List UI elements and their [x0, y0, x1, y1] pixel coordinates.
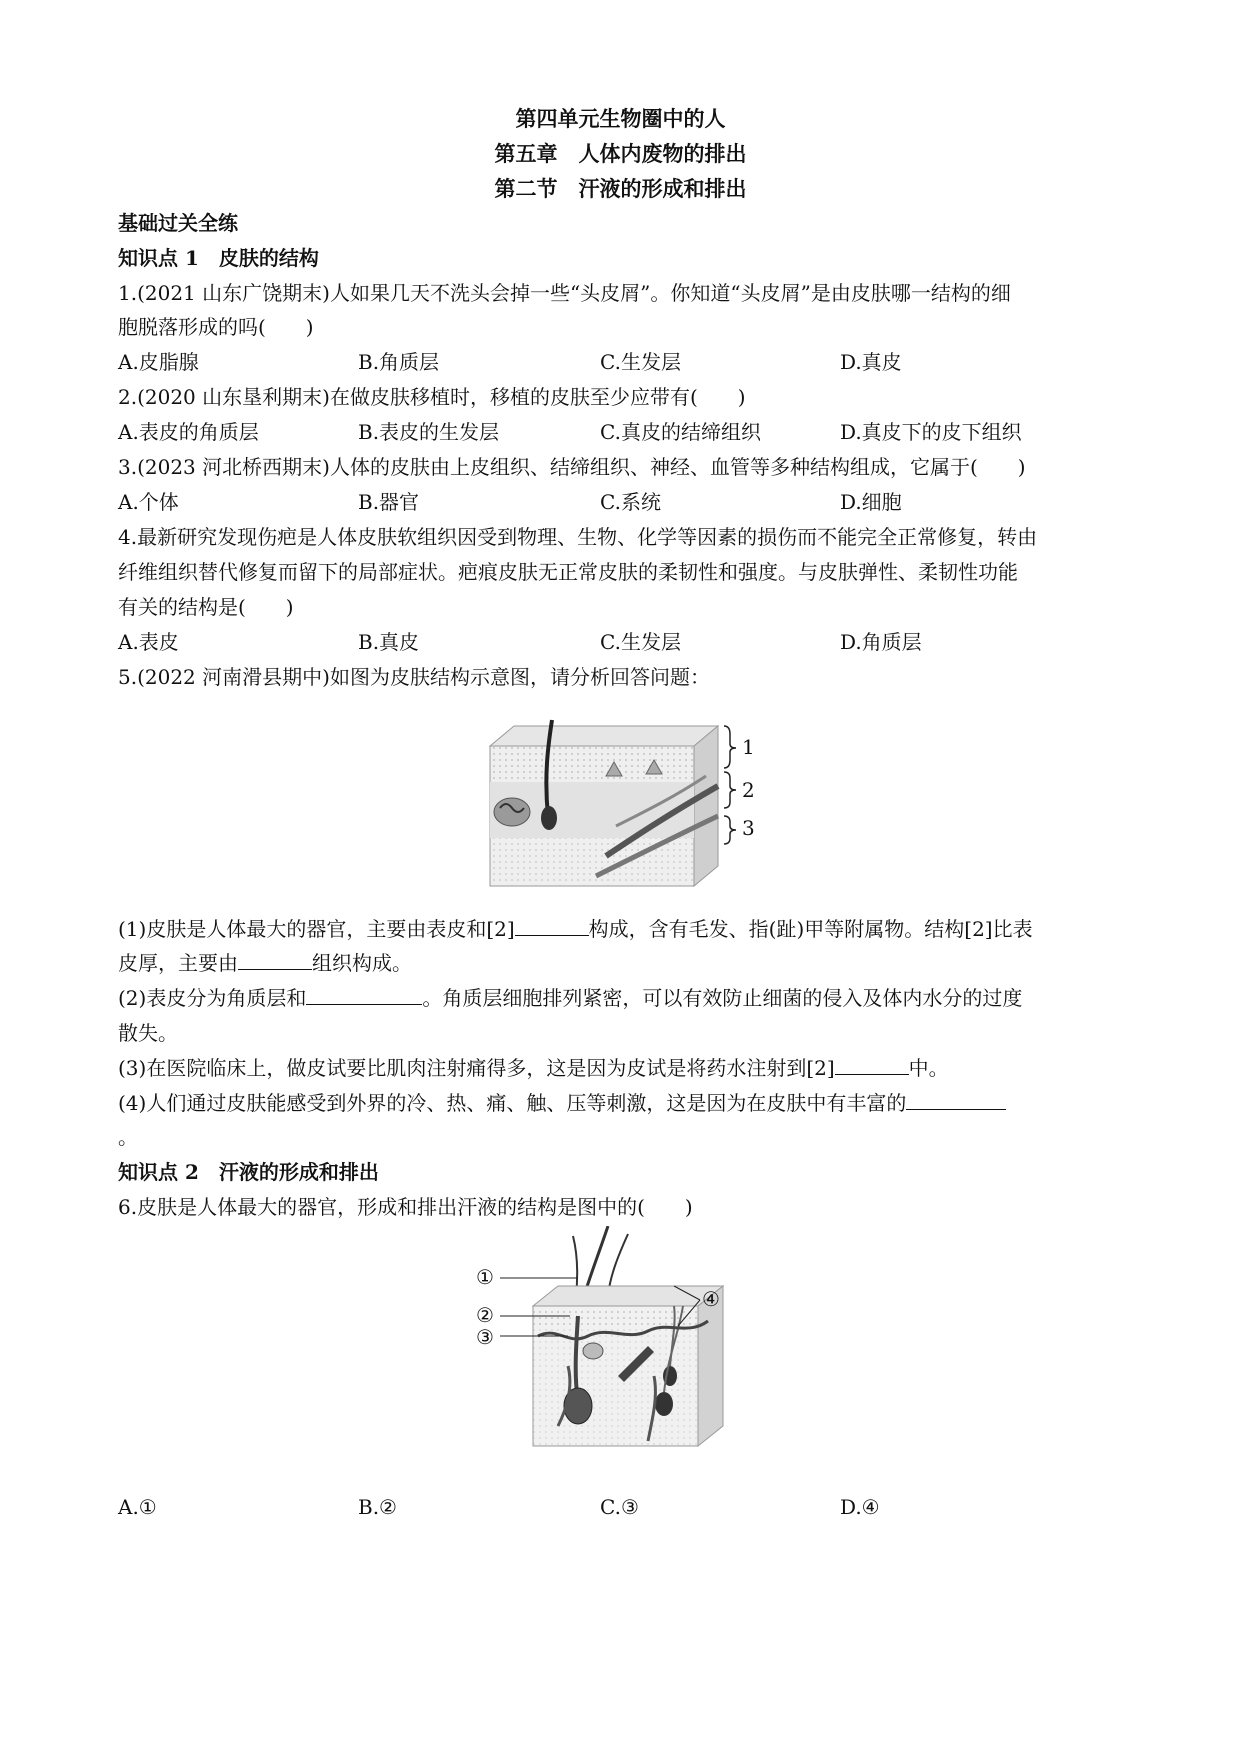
part-title: 基础过关全练 [118, 211, 238, 235]
question-1-line2: 胞脱落形成的吗( ) [118, 315, 314, 339]
q4-option-a: A.表皮 [118, 630, 179, 654]
fig1-label-1: 1 [742, 735, 755, 759]
q5-sub1-text-c: 皮厚，主要由 [118, 951, 238, 975]
question-1-line1: 1.(2021 山东广饶期末)人如果几天不洗头会掉一些“头皮屑”。你知道“头皮屑”是由皮肤哪一结构的细 [118, 281, 1011, 305]
q5-sub2-line1 [118, 983, 1022, 1013]
q5-sub1-text-a: (1)皮肤是人体最大的器官，主要由表皮和[2] [118, 917, 515, 941]
q5-sub4-line2: 。 [118, 1125, 138, 1149]
q4-option-d: D.角质层 [840, 630, 922, 654]
skin-structure-figure-2 [478, 1226, 788, 1466]
q3-option-a: A.个体 [118, 490, 179, 514]
q6-option-c: C.③ [600, 1495, 639, 1519]
q5-sub3-text-b: 中。 [908, 1056, 949, 1080]
skin-diagram-2 [478, 1226, 788, 1466]
q1-option-d: D.真皮 [840, 350, 902, 374]
question-4-line1: 4.最新研究发现伤疤是人体皮肤软组织因受到物理、生物、化学等因素的损伤而不能完全正常修复，转由 [118, 525, 1038, 549]
q5-blank-5[interactable] [906, 1089, 1006, 1110]
q2-option-c: C.真皮的结缔组织 [600, 420, 761, 444]
q5-blank-2[interactable] [238, 949, 312, 970]
fig2-label-2: ② [476, 1303, 494, 1327]
question-5-line1: 5.(2022 河南滑县期中)如图为皮肤结构示意图，请分析回答问题： [118, 665, 710, 689]
q5-sub4-text-a: (4)人们通过皮肤能感受到外界的冷、热、痛、触、压等刺激，这是因为在皮肤中有丰富的 [118, 1091, 907, 1115]
q2-option-d: D.真皮下的皮下组织 [840, 420, 1022, 444]
question-4-line2: 纤维组织替代修复而留下的局部症状。疤痕皮肤无正常皮肤的柔韧性和强度。与皮肤弹性、柔韧性功能 [118, 560, 1018, 584]
question-3-line1: 3.(2023 河北桥西期末)人体的皮肤由上皮组织、结缔组织、神经、血管等多种结构组成，它属于( ) [118, 455, 1026, 479]
q6-option-b: B.② [358, 1495, 397, 1519]
fig1-label-3: 3 [742, 816, 755, 840]
knowledge-point-1: 知识点 1 皮肤的结构 [118, 246, 319, 270]
q1-option-a: A.皮脂腺 [118, 350, 199, 374]
q6-option-a: A.① [118, 1495, 157, 1519]
knowledge-point-2: 知识点 2 汗液的形成和排出 [118, 1160, 379, 1184]
q5-sub1-line2 [118, 948, 412, 978]
q5-sub2-text-a: (2)表皮分为角质层和 [118, 986, 307, 1010]
q3-option-d: D.细胞 [840, 490, 902, 514]
q2-option-b: B.表皮的生发层 [358, 420, 500, 444]
q1-option-b: B.角质层 [358, 350, 440, 374]
q6-option-d: D.④ [840, 1495, 880, 1519]
skin-structure-figure-1 [486, 716, 758, 912]
q5-sub2-text-b: 。角质层细胞排列紧密，可以有效防止细菌的侵入及体内水分的过度 [422, 986, 1023, 1010]
fig2-label-4: ④ [702, 1287, 720, 1311]
unit-title: 第四单元生物圈中的人 [515, 106, 726, 131]
q5-sub2-line2: 散失。 [118, 1021, 178, 1045]
chapter-title: 第五章 人体内废物的排出 [494, 141, 747, 166]
q5-blank-4[interactable] [835, 1054, 909, 1075]
question-6-line1: 6.皮肤是人体最大的器官，形成和排出汗液的结构是图中的( ) [118, 1195, 693, 1219]
q5-blank-3[interactable] [306, 984, 422, 1005]
q5-sub4-line1 [118, 1088, 1006, 1118]
q5-blank-1[interactable] [515, 915, 589, 936]
q3-option-c: C.系统 [600, 490, 661, 514]
q5-sub1-line1 [118, 914, 1033, 944]
q5-sub1-text-b: 构成，含有毛发、指(趾)甲等附属物。结构[2]比表 [588, 917, 1033, 941]
fig2-label-1: ① [476, 1265, 494, 1289]
q4-option-b: B.真皮 [358, 630, 420, 654]
question-4-line3: 有关的结构是( ) [118, 595, 294, 619]
q4-option-c: C.生发层 [600, 630, 681, 654]
fig1-label-2: 2 [742, 778, 755, 802]
question-2-line1: 2.(2020 山东垦利期末)在做皮肤移植时，移植的皮肤至少应带有( ) [118, 385, 746, 409]
q5-sub1-text-d: 组织构成。 [312, 951, 412, 975]
skin-diagram-1 [486, 716, 758, 912]
q3-option-b: B.器官 [358, 490, 420, 514]
q1-option-c: C.生发层 [600, 350, 681, 374]
q5-sub3-line [118, 1053, 949, 1083]
fig2-label-3: ③ [476, 1325, 494, 1349]
section-title: 第二节 汗液的形成和排出 [494, 176, 747, 201]
q5-sub3-text-a: (3)在医院临床上，做皮试要比肌肉注射痛得多，这是因为皮试是将药水注射到[2] [118, 1056, 835, 1080]
q2-option-a: A.表皮的角质层 [118, 420, 259, 444]
